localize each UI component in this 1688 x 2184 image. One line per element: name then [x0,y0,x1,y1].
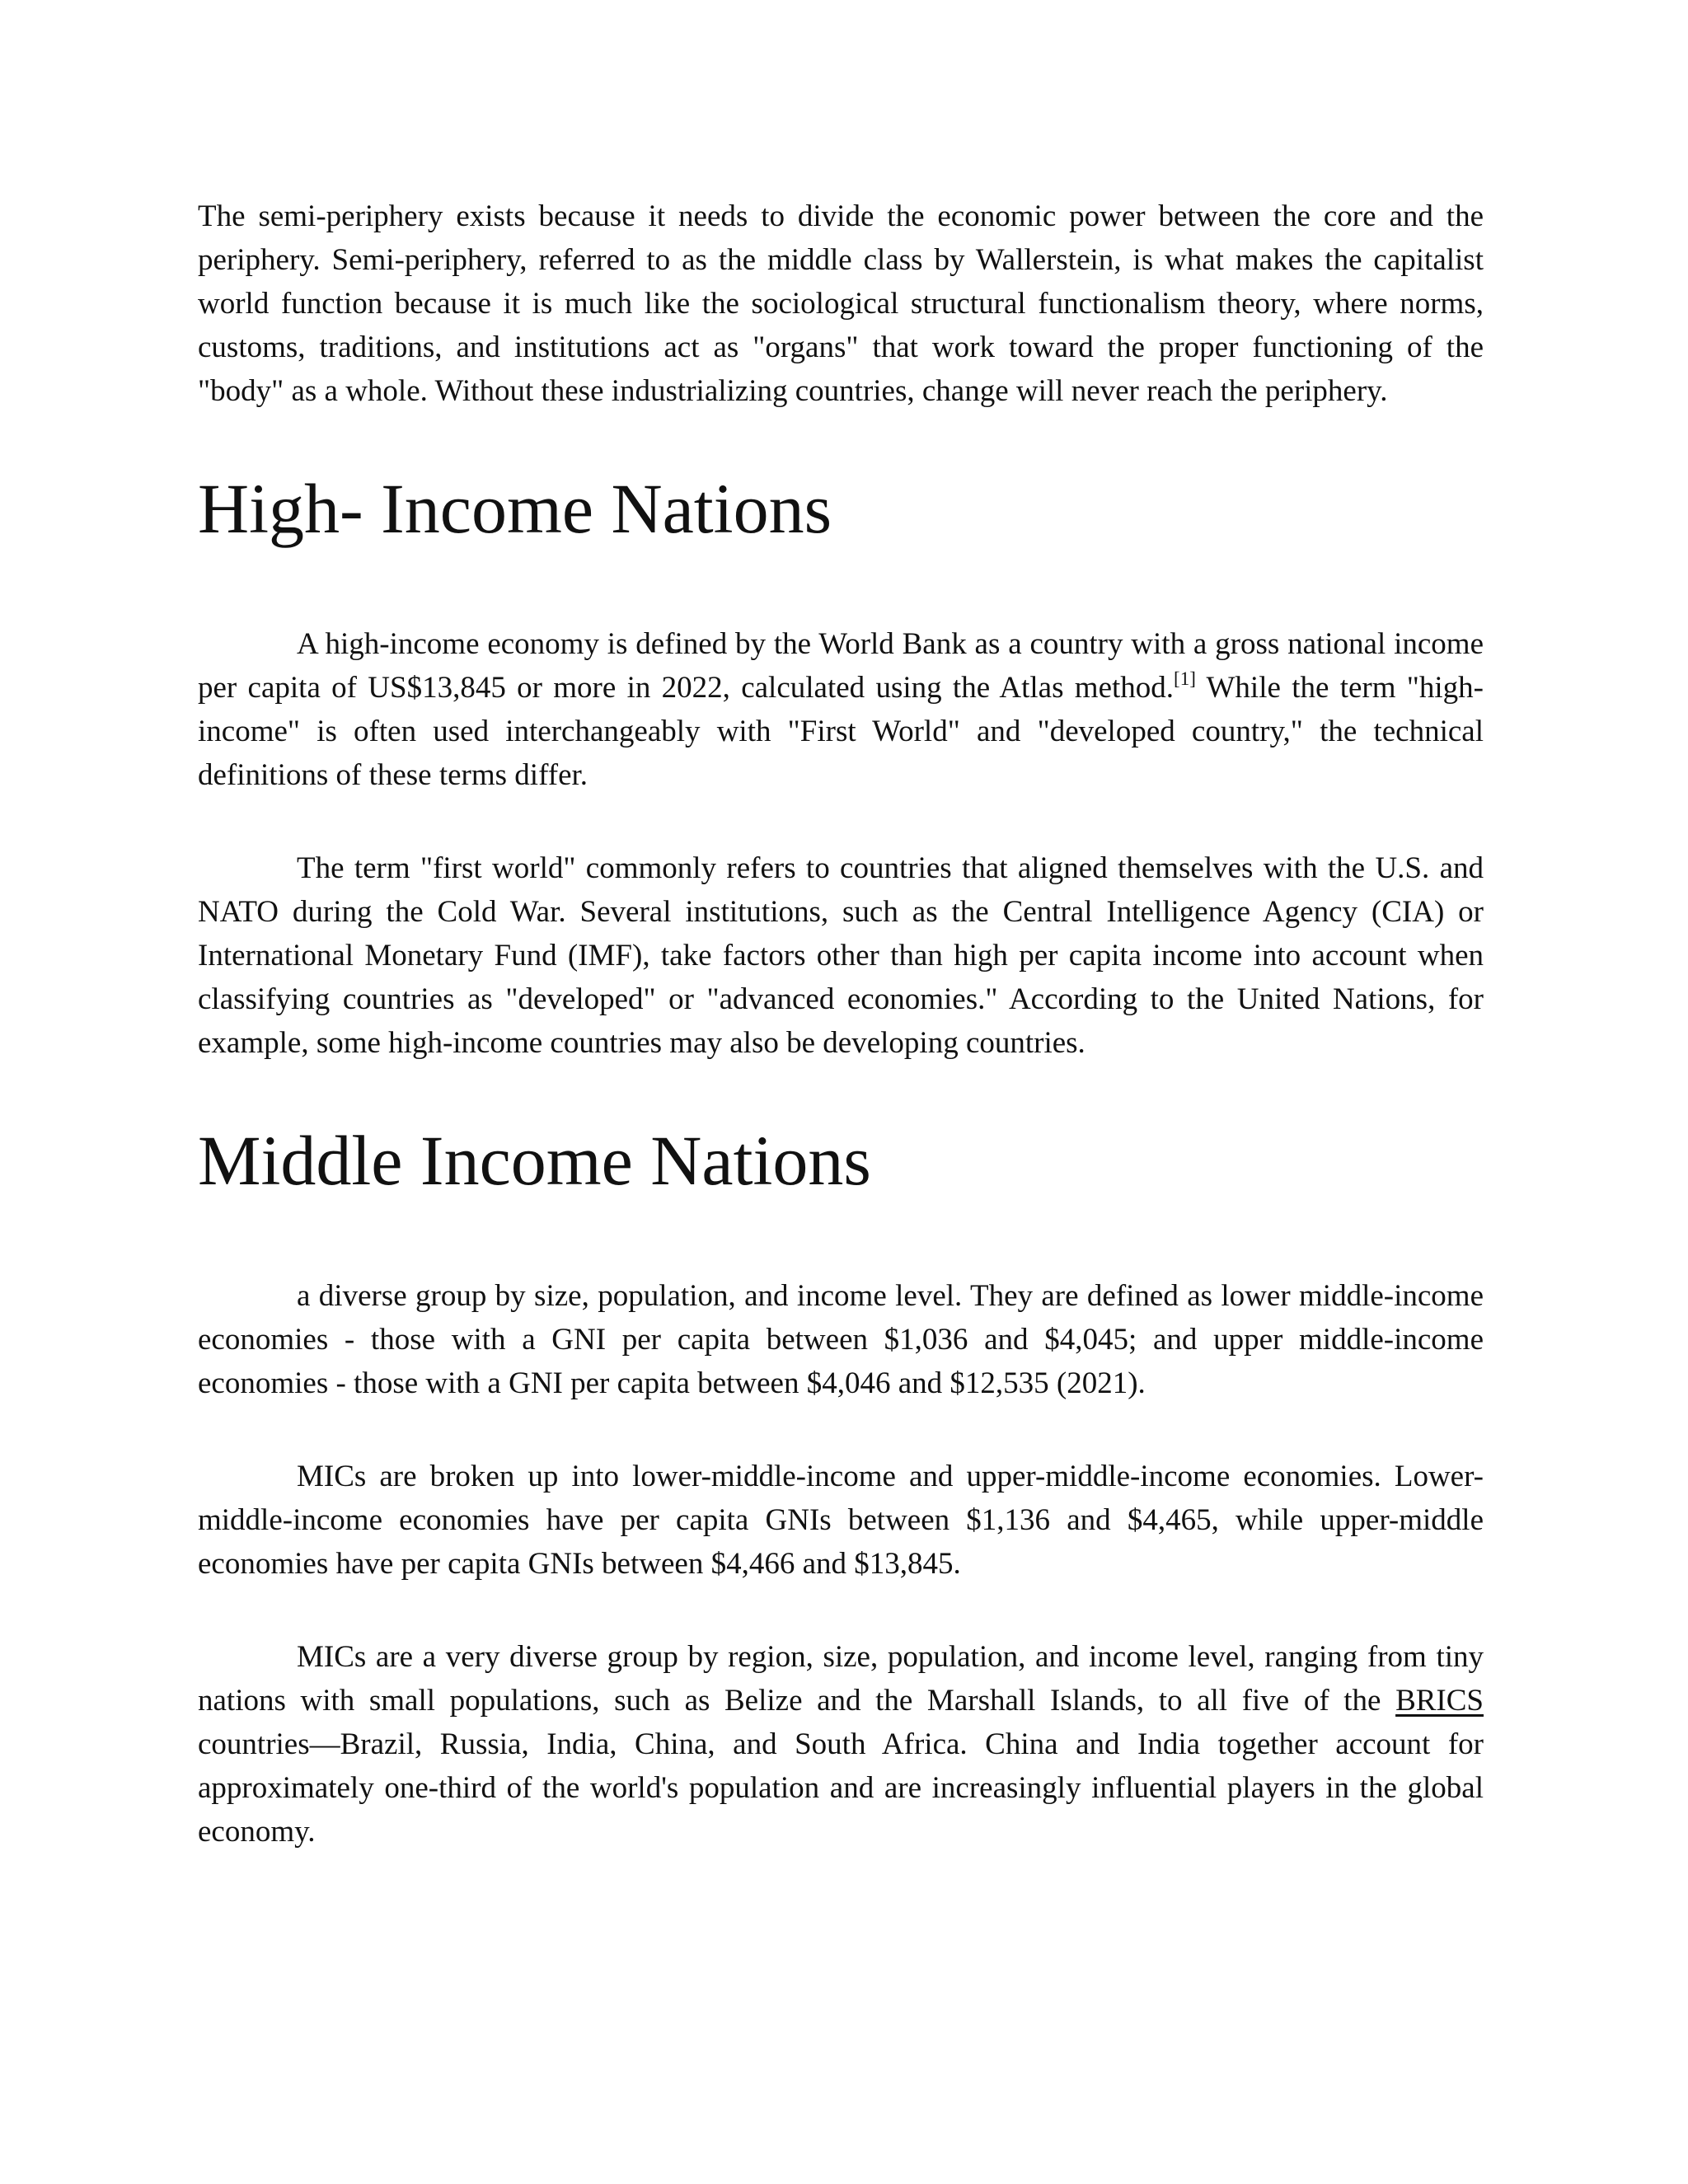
middle-income-paragraph-3 [198,1635,1484,1854]
high-income-paragraph-1 [198,622,1484,797]
brics-link[interactable]: BRICS [1395,1684,1484,1718]
page-content [198,194,1484,1854]
high-income-paragraph-2: The term "first world" commonly refers to countries that aligned themselves with the U.S. and NATO during the Cold War. Several institutions, such as the Central Intelligence Agency (CIA) or International Monetary Fund (IMF), take factors other than high per capita income into account when classifying countries as "developed" or "advanced economies." According to the United Nations, for example, some high-income countries may also be developing countries. [198,851,1484,1060]
high-income-paragraph-1-text: A high-income economy is defined by the World Bank as a country with a gross national income per capita of US$13,845 or more in 2022, calculated using the Atlas method. [198,627,1484,705]
spacer [198,797,1484,846]
spacer [198,550,1484,622]
spacer [198,1586,1484,1635]
middle-income-paragraph-3-text-cont: countries—Brazil, Russia, India, China, and South Africa. China and India together account for approximately one-third of the world's population and are increasingly influential players in the global economy. [198,1727,1484,1849]
spacer [198,1202,1484,1274]
middle-income-paragraph-1: a diverse group by size, population, and income level. They are defined as lower middle-income economies - those with a GNI per capita between $1,036 and $4,045; and upper middle-income economies - those with a GNI per capita between $4,046 and $12,535 (2021). [198,1279,1484,1400]
spacer [198,413,1484,467]
middle-income-paragraph-3-text: MICs are a very diverse group by region, size, population, and income level, ranging from tiny nations with small populations, such as Belize and the Marshall Islands, to all five of the [198,1640,1484,1718]
citation-reference[interactable]: [1] [1174,668,1196,689]
spacer [198,1065,1484,1119]
high-income-paragraph-1-text-cont: While the term "high-income" is often used interchangeably with "First World" and "developed country," the technical definitions of these terms differ. [198,671,1484,792]
middle-income-paragraph-2: MICs are broken up into lower-middle-income and upper-middle-income economies. Lower-middle-income economies have per capita GNIs between $1,136 and $4,465, while upper-middle economies have per capita GNIs between $4,466 and $13,845. [198,1460,1484,1581]
middle-income-heading: Middle Income Nations [198,1121,871,1200]
semi-periphery-paragraph: The semi-periphery exists because it needs to divide the economic power between the core and the periphery. Semi-periphery, referred to as the middle class by Wallerstein, is what makes the capitalist world function because it is much like the sociological structural functionalism theory, where norms, customs, traditions, and institutions act as "organs" that work toward the proper functioning of the "body" as a whole. Without these industrializing countries, change will never reach the periphery. [198,199,1484,408]
high-income-heading: High- Income Nations [198,469,832,548]
spacer [198,1405,1484,1455]
